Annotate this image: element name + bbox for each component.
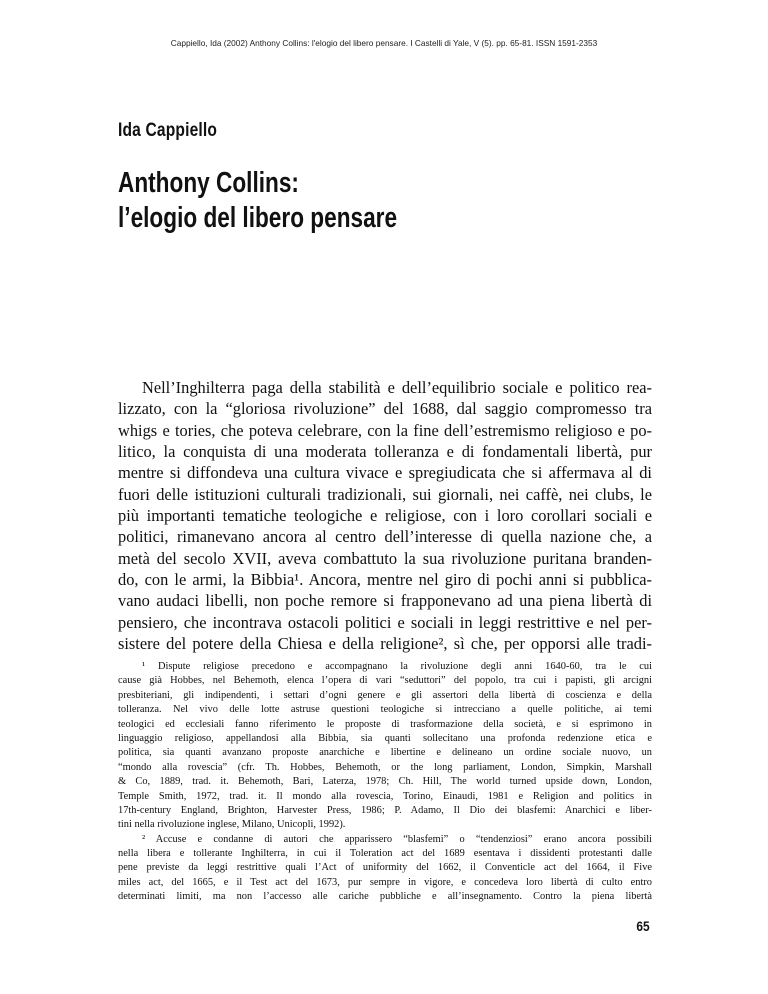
footnote-line: politica, sia quanti avanzano proposte anarchiche e libertine e delineano un ordine sociale nuovo, un bbox=[118, 747, 652, 759]
body-line: metà del secolo XVII, aveva combattuto la sua rivoluzione puritana branden- bbox=[118, 548, 652, 568]
footnote-line: ¹ Dispute religiose precedono e accompagnano la rivoluzione degli anni 1640-60, tra le cui bbox=[142, 661, 652, 672]
footnote-line: “mondo alla rovescia” (cfr. Th. Hobbes, Behemoth, or the long parliament, London, Simpkin, Marshall bbox=[118, 761, 652, 773]
body-line: sistere del potere della Chiesa e della religione², sì che, per opporsi alle tradi- bbox=[118, 634, 652, 654]
body-line: Nell’Inghilterra paga della stabilità e dell’equilibrio sociale e politico rea- bbox=[142, 378, 652, 397]
footnote-line: cause già Hobbes, nel Behemoth, elenca l’opera di vari “seduttori” del popolo, tra cui i papisti, gli arcigni bbox=[118, 675, 652, 687]
footnote-line: Temple Smith, 1972, trad. it. Il mondo alla rovescia, Torino, Einaudi, 1981 e Religion and politics in bbox=[118, 790, 652, 802]
footnote-line: ² Accuse e condanne di autori che apparissero “blasfemi” o “tendenziosi” erano ancora possibili bbox=[142, 833, 652, 845]
footnote-line: & Co, 1889, trad. it. Behemoth, Bari, Laterza, 1978; Ch. Hill, The world turned upside down, London, bbox=[118, 776, 652, 788]
article-title bbox=[118, 166, 397, 236]
footnote-line: miles act, del 1665, e il Test act del 1673, pur sempre in vigore, e concedeva loro libertà di culto entro bbox=[118, 876, 652, 888]
footnote-line: tolleranza. Nel vivo delle lotte astruse questioni teologiche si intrecciano a quelle politiche, ai temi bbox=[118, 704, 652, 716]
body-line: litico, la conquista di una moderata tolleranza e di fondamentali libertà, pur bbox=[118, 442, 652, 462]
body-line: fuori delle istituzioni culturali tradizionali, sui giornali, nei caffè, nei clubs, le bbox=[118, 484, 652, 504]
title-line: l’elogio del libero pensare bbox=[118, 202, 398, 234]
body-line: politici, rimanevano ancora al centro dell’interesse di quella nazione che, a bbox=[118, 527, 652, 547]
footnote-line: determinati limiti, ma non l’accesso alle cariche pubbliche e all’insegnamento. Contro la piena libertà bbox=[118, 891, 652, 903]
citation-header: Cappiello, Ida (2002) Anthony Collins: l'elogio del libero pensare. I Castelli di Yale, V (5). pp. 65-81. ISSN 1591-2353 bbox=[170, 38, 598, 48]
footnote-line: pene previste da leggi restrittive quali l’Act of uniformity del 1662, il Conventicle act del 1664, il Five bbox=[118, 862, 652, 874]
body-line: vano audaci libelli, non poche remore si frapponevano ad una piena libertà di bbox=[118, 591, 652, 611]
body-line: più importanti tematiche teologiche e religiose, con i loro corollari sociali e bbox=[118, 506, 652, 526]
body-line: lizzato, con la “gloriosa rivoluzione” del 1688, dal saggio compromesso tra bbox=[118, 399, 652, 419]
footnote-line: 17th-century England, Brighton, Harvester Press, 1986; P. Adamo, Il Dio dei blasfemi: Anarchici e liber- bbox=[118, 804, 652, 816]
body-line: pensiero, che incontrava ostacoli politici e sociali in leggi restrittive e nel per- bbox=[118, 612, 652, 632]
footnotes bbox=[118, 660, 652, 905]
body-line: mentre si diffondeva una cultura vivace e spregiudicata che si affermava al di bbox=[118, 463, 652, 483]
page-number: 65 bbox=[636, 918, 650, 934]
footnote-line: presbiteriani, gli indipendenti, i settari d’ogni genere e gli assertori della libertà di coscienza e della bbox=[118, 689, 652, 701]
title-line: Anthony Collins: bbox=[118, 167, 299, 199]
body-line: do, con le armi, la Bibbia¹. Ancora, mentre nel giro di pochi anni si pubblica- bbox=[118, 570, 652, 590]
footnote-line: nella libera e tollerante Inghilterra, in cui il Toleration act del 1689 esentava i dissidenti protestanti dalle bbox=[118, 848, 652, 860]
footnote-line: teologici ed ecclesiali fanno riferimento le proposte di trasformazione della società, e si esprimono in bbox=[118, 718, 652, 730]
body-line: whigs e tories, che poteva celebrare, con la fine dell’estremismo religioso e po- bbox=[118, 420, 652, 440]
footnote-line: tini nella rivoluzione inglese, Milano, Unicopli, 1992). bbox=[118, 819, 346, 831]
footnote-line: linguaggio religioso, appellandosi alla Bibbia, sia quanti sollecitano una profonda redenzione etica e bbox=[118, 732, 652, 744]
author-name: Ida Cappiello bbox=[118, 120, 218, 141]
body-paragraph bbox=[118, 377, 652, 654]
